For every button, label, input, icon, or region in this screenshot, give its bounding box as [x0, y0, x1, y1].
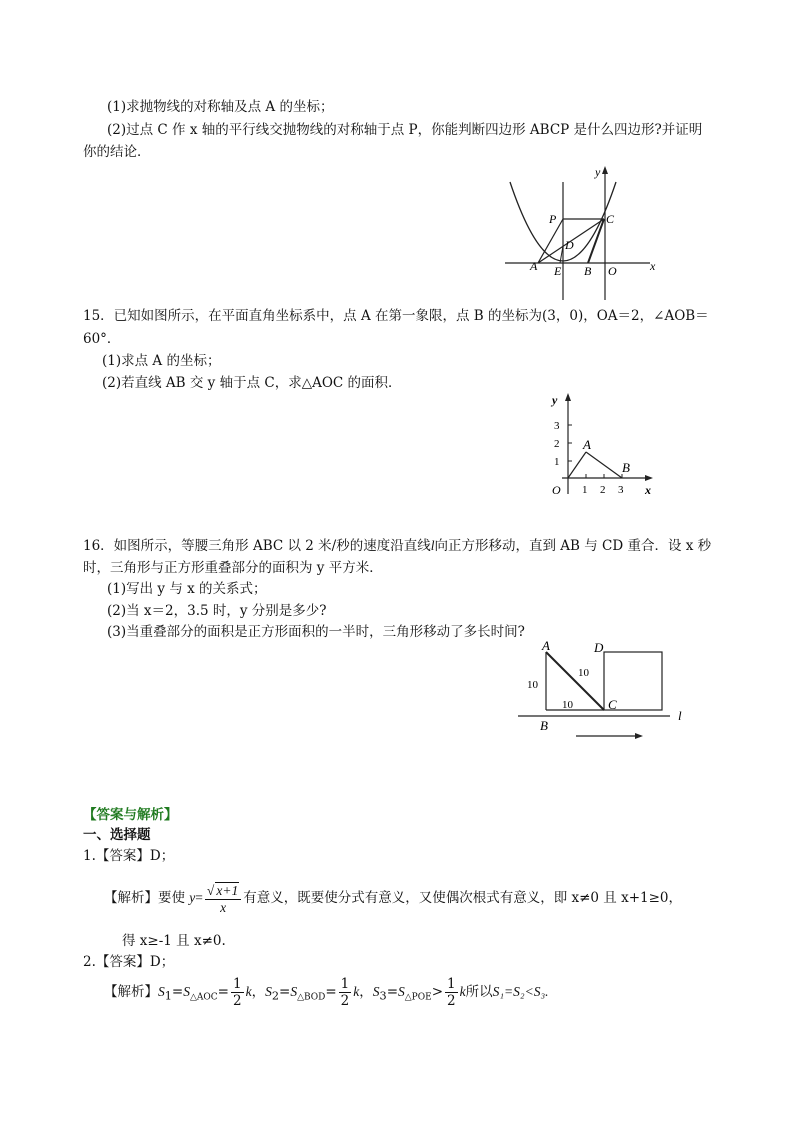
q14-fig-E: E [554, 264, 562, 278]
answers-section: 一、选择题 [83, 827, 151, 843]
q16-fig-D: D [594, 640, 604, 655]
q16-part2: (2)当 x＝2，3.5 时，y 分别是多少? [107, 603, 327, 619]
q15-fig-y: y [552, 393, 558, 407]
q16-fig-A: A [542, 638, 550, 653]
q15-tick-y2: 2 [554, 438, 560, 450]
answer-1-explanation: 【解析】要使 y= $\frac{√ x+1}{x}$ 有意义，既要使分式有意义，又使偶次根式有意义，即 x≠0 且 x+1≥0， [104, 882, 683, 915]
q15-line2: 60°． [83, 331, 121, 347]
q15-fig-O: O [552, 483, 561, 497]
answer-2-explanation: 【解析】$S_1=S_{\triangle AOC}=$ $\frac{1}{2}$ k，$S_2=S_{\triangle BOD}=$ $\frac{1}{2}$ k，$S_3=S_{\triangle POE}>$ $\frac{1}{2}$ k所以S₁=S₂<S₃. [104, 976, 549, 1009]
q14-part1: (1)求抛物线的对称轴及点 A 的坐标； [107, 99, 334, 115]
q14-figure [500, 160, 670, 302]
q14-part2-line2: 你的结论． [83, 144, 151, 160]
answer-1-result: 得 x≥-1 且 x≠0. [122, 933, 226, 949]
q16-side-ab: 10 [527, 679, 538, 691]
q16-figure [510, 638, 700, 743]
q15-figure [540, 390, 660, 500]
answer-2-label: 2.【答案】D； [83, 954, 175, 970]
q16-side-bc: 10 [562, 699, 573, 711]
q15-tick-y3: 3 [554, 420, 560, 432]
q16-fig-C: C [608, 697, 617, 712]
q15-line1: 15．已知如图所示，在平面直角坐标系中，点 A 在第一象限，点 B 的坐标为(3，0)，OA＝2，∠AOB＝ [83, 308, 709, 324]
q14-fig-P: P [549, 212, 557, 226]
answer-1-fraction: $\frac{√ x+1}{x}$ [205, 882, 241, 916]
q16-line2: 时，三角形与正方形重叠部分的面积为 y 平方米． [83, 560, 383, 576]
q14-fig-B: B [584, 264, 592, 278]
answer-1-label: 1.【答案】D； [83, 848, 175, 864]
q15-fig-x: x [645, 483, 651, 497]
q16-part3: (3)当重叠部分的面积是正方形面积的一半时，三角形移动了多长时间? [107, 624, 525, 640]
q15-part2: (2)若直线 AB 交 y 轴于点 C，求△AOC 的面积． [102, 375, 402, 391]
q14-part2-line1: (2)过点 C 作 x 轴的平行线交抛物线的对称轴于点 P，你能判断四边形 ABCP 是什么四边形?并证明 [107, 122, 703, 138]
q15-tick-x2: 2 [600, 484, 606, 496]
q14-fig-O: O [608, 264, 617, 278]
q15-part1: (1)求点 A 的坐标； [102, 353, 221, 369]
q15-tick-x3: 3 [618, 484, 624, 496]
q14-fig-D: D [565, 238, 574, 252]
q14-fig-A: A [530, 259, 538, 273]
q14-fig-y: y [595, 165, 601, 179]
q16-side-cd: 10 [578, 667, 589, 679]
answers-header: 【答案与解析】 [83, 807, 178, 823]
q15-fig-A: A [583, 437, 591, 452]
q16-fig-l: l [678, 708, 682, 723]
q16-line1: 16．如图所示，等腰三角形 ABC 以 2 米/秒的速度沿直线l向正方形移动，直到 AB 与 CD 重合．设 x 秒 [83, 538, 712, 554]
q15-tick-x1: 1 [582, 484, 588, 496]
q14-fig-x: x [650, 259, 656, 273]
q16-part1: (1)写出 y 与 x 的关系式； [107, 581, 267, 597]
q15-tick-y1: 1 [554, 456, 560, 468]
q15-fig-B: B [622, 460, 630, 475]
q14-fig-C: C [606, 212, 615, 226]
q16-fig-B: B [540, 718, 548, 733]
